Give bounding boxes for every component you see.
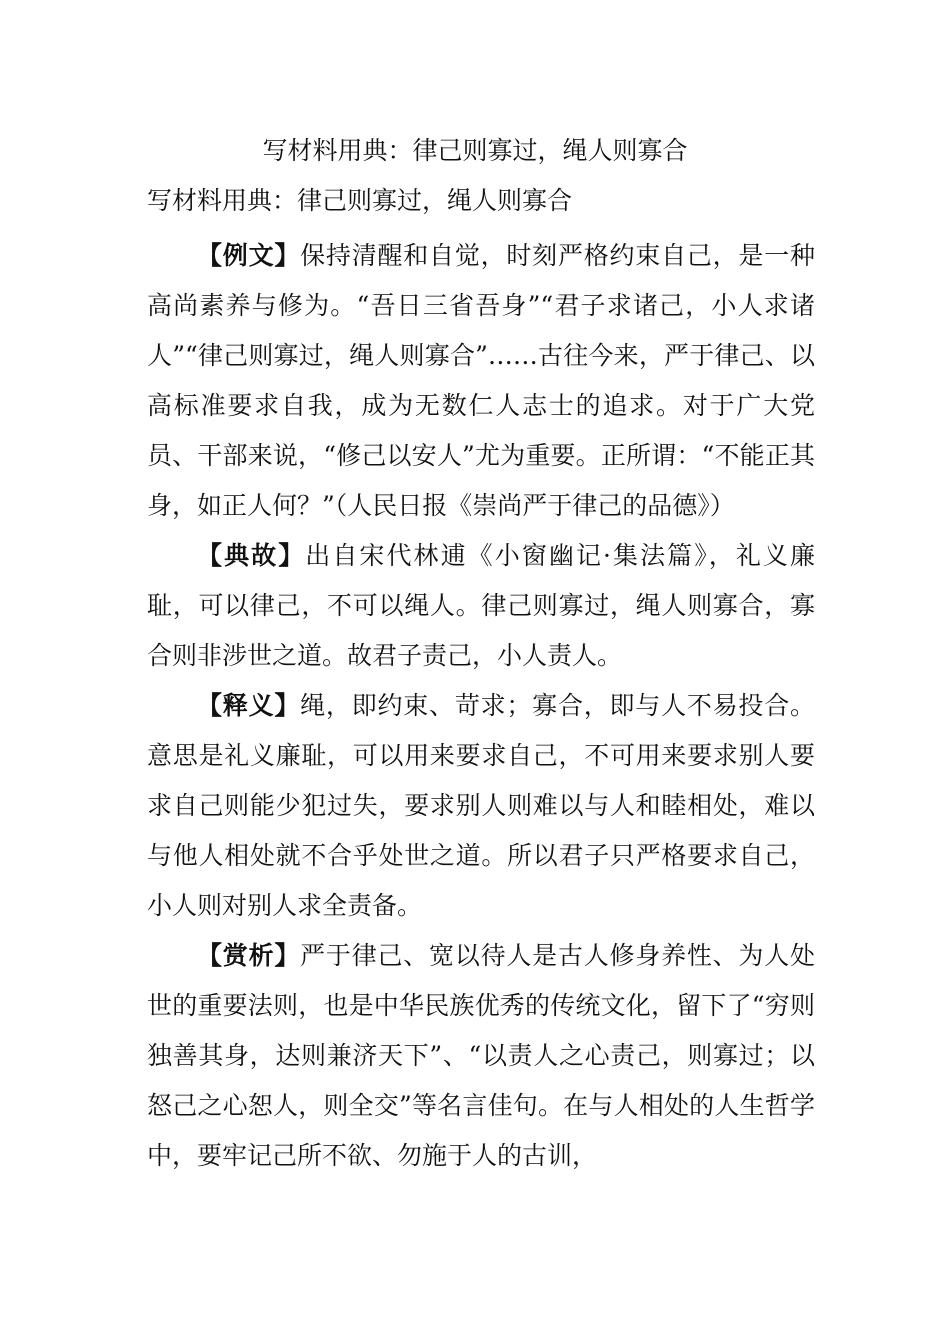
document-title: 写材料用典：律己则寡过，绳人则寡合 [262, 136, 688, 165]
paragraph-example [147, 231, 815, 531]
section-text-interpretation: 绳，即约束、苛求；寡合，即与人不易投合。意思是礼义廉耻，可以用来要求自己，不可用来要求别人要求自己则能少犯过失，要求别人则难以与人和睦相处，难以与他人相处就不合乎处世之道。所以君子只严格要求自己，小人则对别人求全责备。 [147, 691, 815, 920]
paragraph-interpretation [147, 681, 815, 931]
paragraph-allusion [147, 531, 815, 681]
document-subtitle: 写材料用典：律己则寡过，绳人则寡合 [147, 186, 573, 215]
section-text-allusion: 出自宋代林逋《小窗幽记·集法篇》，礼义廉耻，可以律己，不可以绳人。律己则寡过，绳人则寡合，寡合则非涉世之道。故君子责己，小人责人。 [147, 541, 815, 670]
section-tag-example: 【例文】 [197, 241, 301, 270]
section-text-appreciation: 严于律己、宽以待人是古人修身养性、为人处世的重要法则，也是中华民族优秀的传统文化，留下了“穷则独善其身，达则兼济天下”、“以责人之心责己，则寡过；以怒己之心恕人，则全交”等名言佳句。在与人相处的人生哲学中，要牢记己所不欲、勿施于人的古训， [147, 941, 815, 1170]
document-body [147, 231, 815, 1181]
section-tag-appreciation: 【赏析】 [197, 941, 301, 970]
section-text-example: 保持清醒和自觉，时刻严格约束自己，是一种高尚素养与修为。“吾日三省吾身”“君子求诸己，小人求诸人”“律己则寡过，绳人则寡合”……古往今来，严于律己、以高标准要求自我，成为无数仁人志士的追求。对于广大党员、干部来说，“修己以安人”尤为重要。正所谓：“不能正其身，如正人何？”（人民日报《崇尚严于律己的品德》） [147, 241, 815, 520]
paragraph-appreciation [147, 931, 815, 1181]
section-tag-interpretation: 【释义】 [197, 691, 301, 720]
section-tag-allusion: 【典故】 [197, 541, 306, 570]
